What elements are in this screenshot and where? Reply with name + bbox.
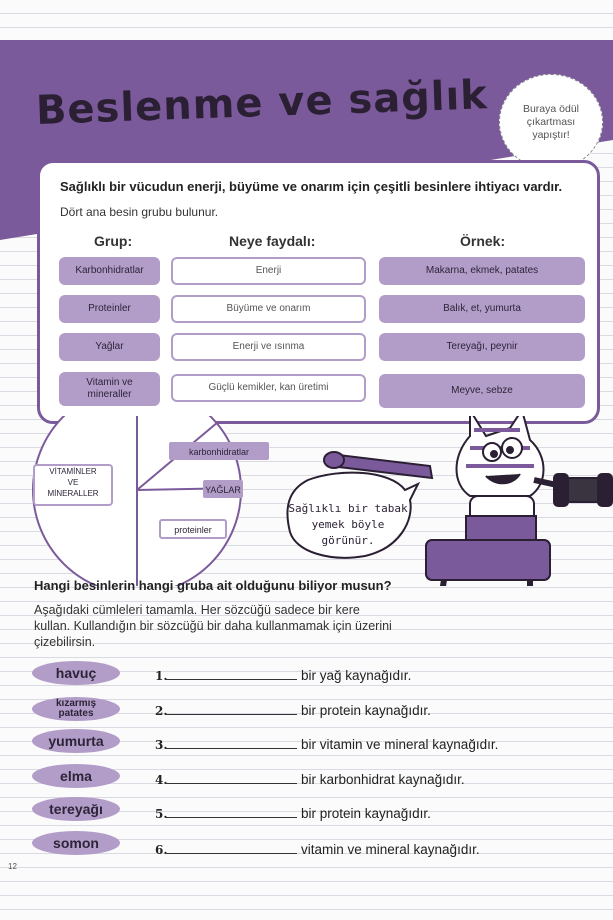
sentence-text: bir karbonhidrat kaynağıdır. xyxy=(301,772,465,787)
example-cell: Tereyağı, peynir xyxy=(379,333,585,361)
word-chip-tereyagi[interactable]: tereyağı xyxy=(32,797,120,821)
word-chip-elma[interactable]: elma xyxy=(32,764,120,788)
example-header: Örnek: xyxy=(460,233,506,249)
vitamins-label: VİTAMİNLER VE MİNERALLER xyxy=(47,467,99,498)
answer-blank[interactable] xyxy=(165,678,297,680)
proteins-label: proteinler xyxy=(174,525,212,535)
answer-blank[interactable] xyxy=(165,747,297,749)
reward-sticker-spot xyxy=(499,74,603,170)
subtitle-text: Dört ana besin grubu bulunur. xyxy=(60,205,219,219)
use-cell: Enerji ve ısınma xyxy=(171,333,366,361)
sentence-text: vitamin ve mineral kaynağıdır. xyxy=(301,842,480,857)
sentence-number: 1. xyxy=(155,669,168,683)
question-title: Hangi besinlerin hangi gruba ait olduğunu biliyor musun? xyxy=(34,578,392,593)
use-cell: Güçlü kemikler, kan üretimi xyxy=(171,374,366,402)
answer-blank[interactable] xyxy=(165,713,297,715)
sticker-text: Buraya ödül çıkartması yapıştır! xyxy=(522,102,580,141)
sentence-number: 2. xyxy=(155,704,168,718)
carbs-label: karbonhidratlar xyxy=(188,447,250,457)
answer-blank[interactable] xyxy=(165,782,297,784)
question-instructions: Aşağıdaki cümleleri tamamla. Her sözcüğü sadece bir kere kullan. Kullandığın bir sözcüğü bir daha kullanmamak için üzerini çizebilirsin. xyxy=(34,603,392,649)
sentence-number: 5. xyxy=(155,807,168,821)
sentence-number: 3. xyxy=(155,738,168,752)
answer-blank[interactable] xyxy=(165,816,297,818)
word-chip-yumurta[interactable]: yumurta xyxy=(32,729,120,753)
sentence-row xyxy=(155,668,411,683)
group-cell: Proteinler xyxy=(59,295,160,323)
group-cell: Karbonhidratlar xyxy=(59,257,160,285)
sentence-number: 6. xyxy=(155,843,168,857)
word-chip-havuc[interactable]: havuç xyxy=(32,661,120,685)
intro-text: Sağlıklı bir vücudun enerji, büyüme ve onarım için çeşitli besinlere ihtiyacı vardır. xyxy=(60,179,563,194)
speech-bubble-text: Sağlıklı bir tabak yemek böyle görünür. xyxy=(288,502,408,547)
sentence-number: 4. xyxy=(155,773,168,787)
use-header: Neye faydalı: xyxy=(229,233,316,249)
page-number: 12 xyxy=(8,862,17,871)
word-chip-kizarmis-patates[interactable]: kızarmış patates xyxy=(32,697,120,721)
sentence-row xyxy=(155,737,498,752)
sentence-text: bir vitamin ve mineral kaynağıdır. xyxy=(301,737,499,752)
food-groups-panel xyxy=(37,160,600,424)
group-cell: Yağlar xyxy=(59,333,160,361)
word-chip-somon[interactable]: somon xyxy=(32,831,120,855)
use-cell: Enerji xyxy=(171,257,366,285)
sentence-row xyxy=(155,806,431,821)
example-cell: Balık, et, yumurta xyxy=(379,295,585,323)
group-header: Grup: xyxy=(94,233,133,249)
healthy-plate-diagram xyxy=(0,416,613,586)
fats-label: YAĞLAR xyxy=(205,485,241,495)
sentence-text: bir protein kaynağıdır. xyxy=(301,703,431,718)
sentence-row xyxy=(155,772,465,787)
page-title: Beslenme ve sağlık xyxy=(35,72,489,134)
sentence-row xyxy=(155,703,431,718)
sentence-row xyxy=(155,842,480,857)
sentence-text: bir yağ kaynağıdır. xyxy=(301,668,412,683)
use-cell: Büyüme ve onarım xyxy=(171,295,366,323)
example-cell: Meyve, sebze xyxy=(379,374,585,408)
answer-blank[interactable] xyxy=(165,852,297,854)
example-cell: Makarna, ekmek, patates xyxy=(379,257,585,285)
sentence-text: bir protein kaynağıdır. xyxy=(301,806,431,821)
group-cell: Vitamin ve mineraller xyxy=(59,372,160,406)
